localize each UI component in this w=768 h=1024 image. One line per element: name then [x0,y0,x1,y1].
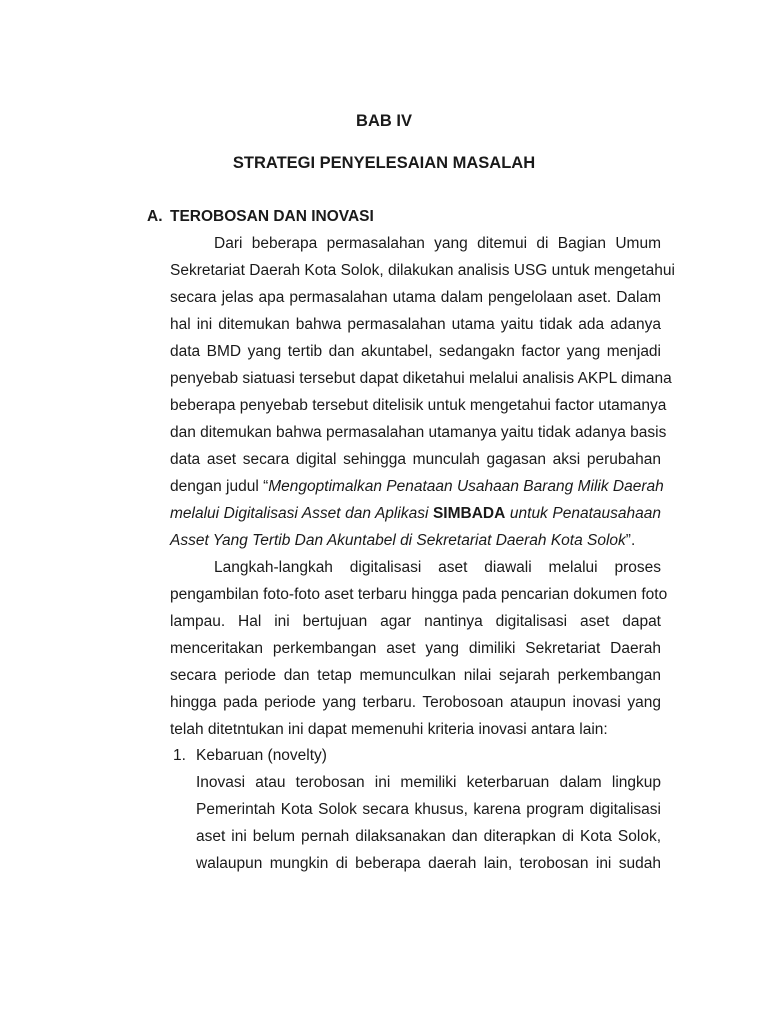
list-item-number: 1. [173,747,186,764]
paragraph-line: data aset secara digital sehingga munculah gagasan aksi perubahan [170,451,661,468]
plain-text: ”. [625,532,636,549]
paragraph-line-title-end [170,531,661,551]
paragraph-line: menceritakan perkembangan aset yang dimiliki Sekretariat Daerah [170,640,661,657]
list-item-line: Pemerintah Kota Solok secara khusus, karena program digitalisasi [196,801,661,818]
list-item-label: Kebaruan (novelty) [196,747,327,764]
italic-title-text: untuk Penatausahaan [505,505,661,522]
paragraph-line: pengambilan foto-foto aset terbaru hingga pada pencarian dokumen foto [170,586,668,603]
bold-italic-simbada: SIMBADA [432,505,506,522]
paragraph-line: lampau. Hal ini bertujuan agar nantinya digitalisasi aset dapat [170,613,661,630]
chapter-heading: BAB IV [356,112,412,130]
list-item-line: aset ini belum pernah dilaksanakan dan diterapkan di Kota Solok, [196,828,661,845]
paragraph-line: telah ditetntukan ini dapat memenuhi kriteria inovasi antara lain: [170,721,608,738]
paragraph-line: data BMD yang tertib dan akuntabel, sedangakn factor yang menjadi [170,343,661,360]
paragraph-line: Dari beberapa permasalahan yang ditemui di Bagian Umum [214,235,661,252]
list-item-line: Inovasi atau terobosan ini memiliki keterbaruan dalam lingkup [196,774,661,791]
paragraph-line-title-start [170,477,664,497]
italic-title-text: melalui Digitalisasi Asset dan Aplikasi [170,505,433,522]
paragraph-line: beberapa penyebab tersebut ditelisik untuk mengetahui factor utamanya [170,397,667,414]
paragraph-line: Langkah-langkah digitalisasi aset diawali melalui proses [214,559,661,576]
paragraph-line: secara jelas apa permasalahan utama dalam pengelolaan aset. Dalam [170,289,661,306]
chapter-title: STRATEGI PENYELESAIAN MASALAH [232,154,536,172]
paragraph-line: hingga pada periode yang terbaru. Terobosoan ataupun inovasi yang [170,694,661,711]
italic-title-text: Mengoptimalkan Penataan Usahaan Barang Milik Daerah [268,478,664,495]
paragraph-line: Sekretariat Daerah Kota Solok, dilakukan analisis USG untuk mengetahui [170,262,675,279]
paragraph-line: dan ditemukan bahwa permasalahan utamanya yaitu tidak adanya basis [170,424,667,441]
paragraph-line: secara periode dan tetap memunculkan nilai sejarah perkembangan [170,667,661,684]
plain-text: dengan judul “ [170,478,269,495]
italic-title-text: Asset Yang Tertib Dan Akuntabel di Sekretariat Daerah Kota Solok [170,532,626,549]
paragraph-line: hal ini ditemukan bahwa permasalahan utama yaitu tidak ada adanya [170,316,661,333]
section-title: TEROBOSAN DAN INOVASI [170,208,374,225]
section-number: A. [147,208,163,225]
paragraph-line-title-middle [170,504,661,524]
paragraph-line: penyebab siatuasi tersebut dapat diketahui melalui analisis AKPL dimana [170,370,672,387]
list-item-line: walaupun mungkin di beberapa daerah lain, terobosan ini sudah [196,855,661,872]
